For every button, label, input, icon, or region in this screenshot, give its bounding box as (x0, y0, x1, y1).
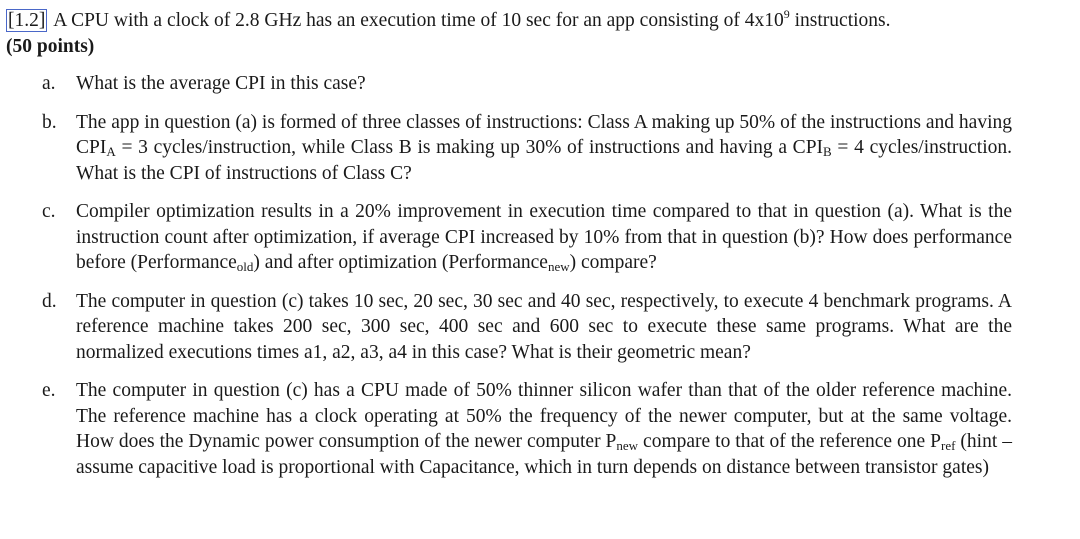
subscript: new (547, 259, 570, 274)
question-letter: e. (42, 380, 56, 401)
subscript: ref (941, 438, 956, 453)
question-letter: a. (42, 73, 56, 94)
question-text: ) compare? (569, 252, 657, 273)
subscript: A (106, 144, 116, 159)
question-a (6, 71, 1012, 97)
subscript: B (823, 144, 832, 159)
problem-statement (6, 8, 1012, 34)
question-text: The computer in question (c) takes 10 sec, 20 sec, 30 sec and 40 sec, respectively, to execute 4 benchmark programs. A reference machine takes 200 sec, 300 sec, 400 sec and 600 sec to execute these same programs. What are the normalized executions times a1, a2, a3, a4 in this case? What is their geometric mean? (76, 290, 1012, 363)
question-text: = 4 cycles/instruction. What is the CPI of instructions of Class C? (76, 137, 1012, 184)
question-text: compare to that of the reference one P (638, 431, 942, 452)
question-b (6, 110, 1012, 187)
question-text: The computer in question (c) has a CPU made of 50% thinner silicon wafer than that of the older reference machine. The reference machine has a clock operating at 50% the frequency of the newer computer, but at the same voltage. How does the Dynamic power consumption of the newer computer P (76, 380, 1012, 452)
question-c (6, 199, 1012, 276)
question-text: Compiler optimization results in a 20% improvement in execution time compared to that in question (a). What is the instruction count after optimization, if average CPI increased by 10% from that in question (b)? How does performance before (Performance (76, 201, 1012, 273)
question-e (6, 378, 1012, 480)
problem-intro: A CPU with a clock of 2.8 GHz has an execution time of 10 sec for an app consisting of 4x10 (53, 10, 784, 31)
question-d (6, 289, 1012, 366)
question-text: (hint – assume capacitive load is proportional with Capacitance, which in turn depends on distance between transistor gates) (76, 431, 1012, 478)
points-label: (50 points) (6, 35, 95, 57)
question-letter: c. (42, 201, 56, 222)
subscript: old (236, 259, 254, 274)
question-letter: d. (42, 290, 57, 312)
question-text: = 3 cycles/instruction, while Class B is making up 30% of instructions and having a CPI (115, 137, 824, 158)
question-list (6, 71, 1012, 480)
exponent: 9 (783, 7, 790, 21)
question-text: ) and after optimization (Performance (253, 252, 548, 273)
problem-intro-end: instructions. (789, 10, 891, 31)
problem-number: [1.2] (8, 10, 46, 31)
question-text: What is the average CPI in this case? (76, 73, 366, 94)
question-text: The app in question (a) is formed of three classes of instructions: Class A making up 50% of the instructions and having CPI (76, 111, 1012, 158)
question-letter: b. (42, 111, 57, 133)
subscript: new (616, 438, 639, 453)
